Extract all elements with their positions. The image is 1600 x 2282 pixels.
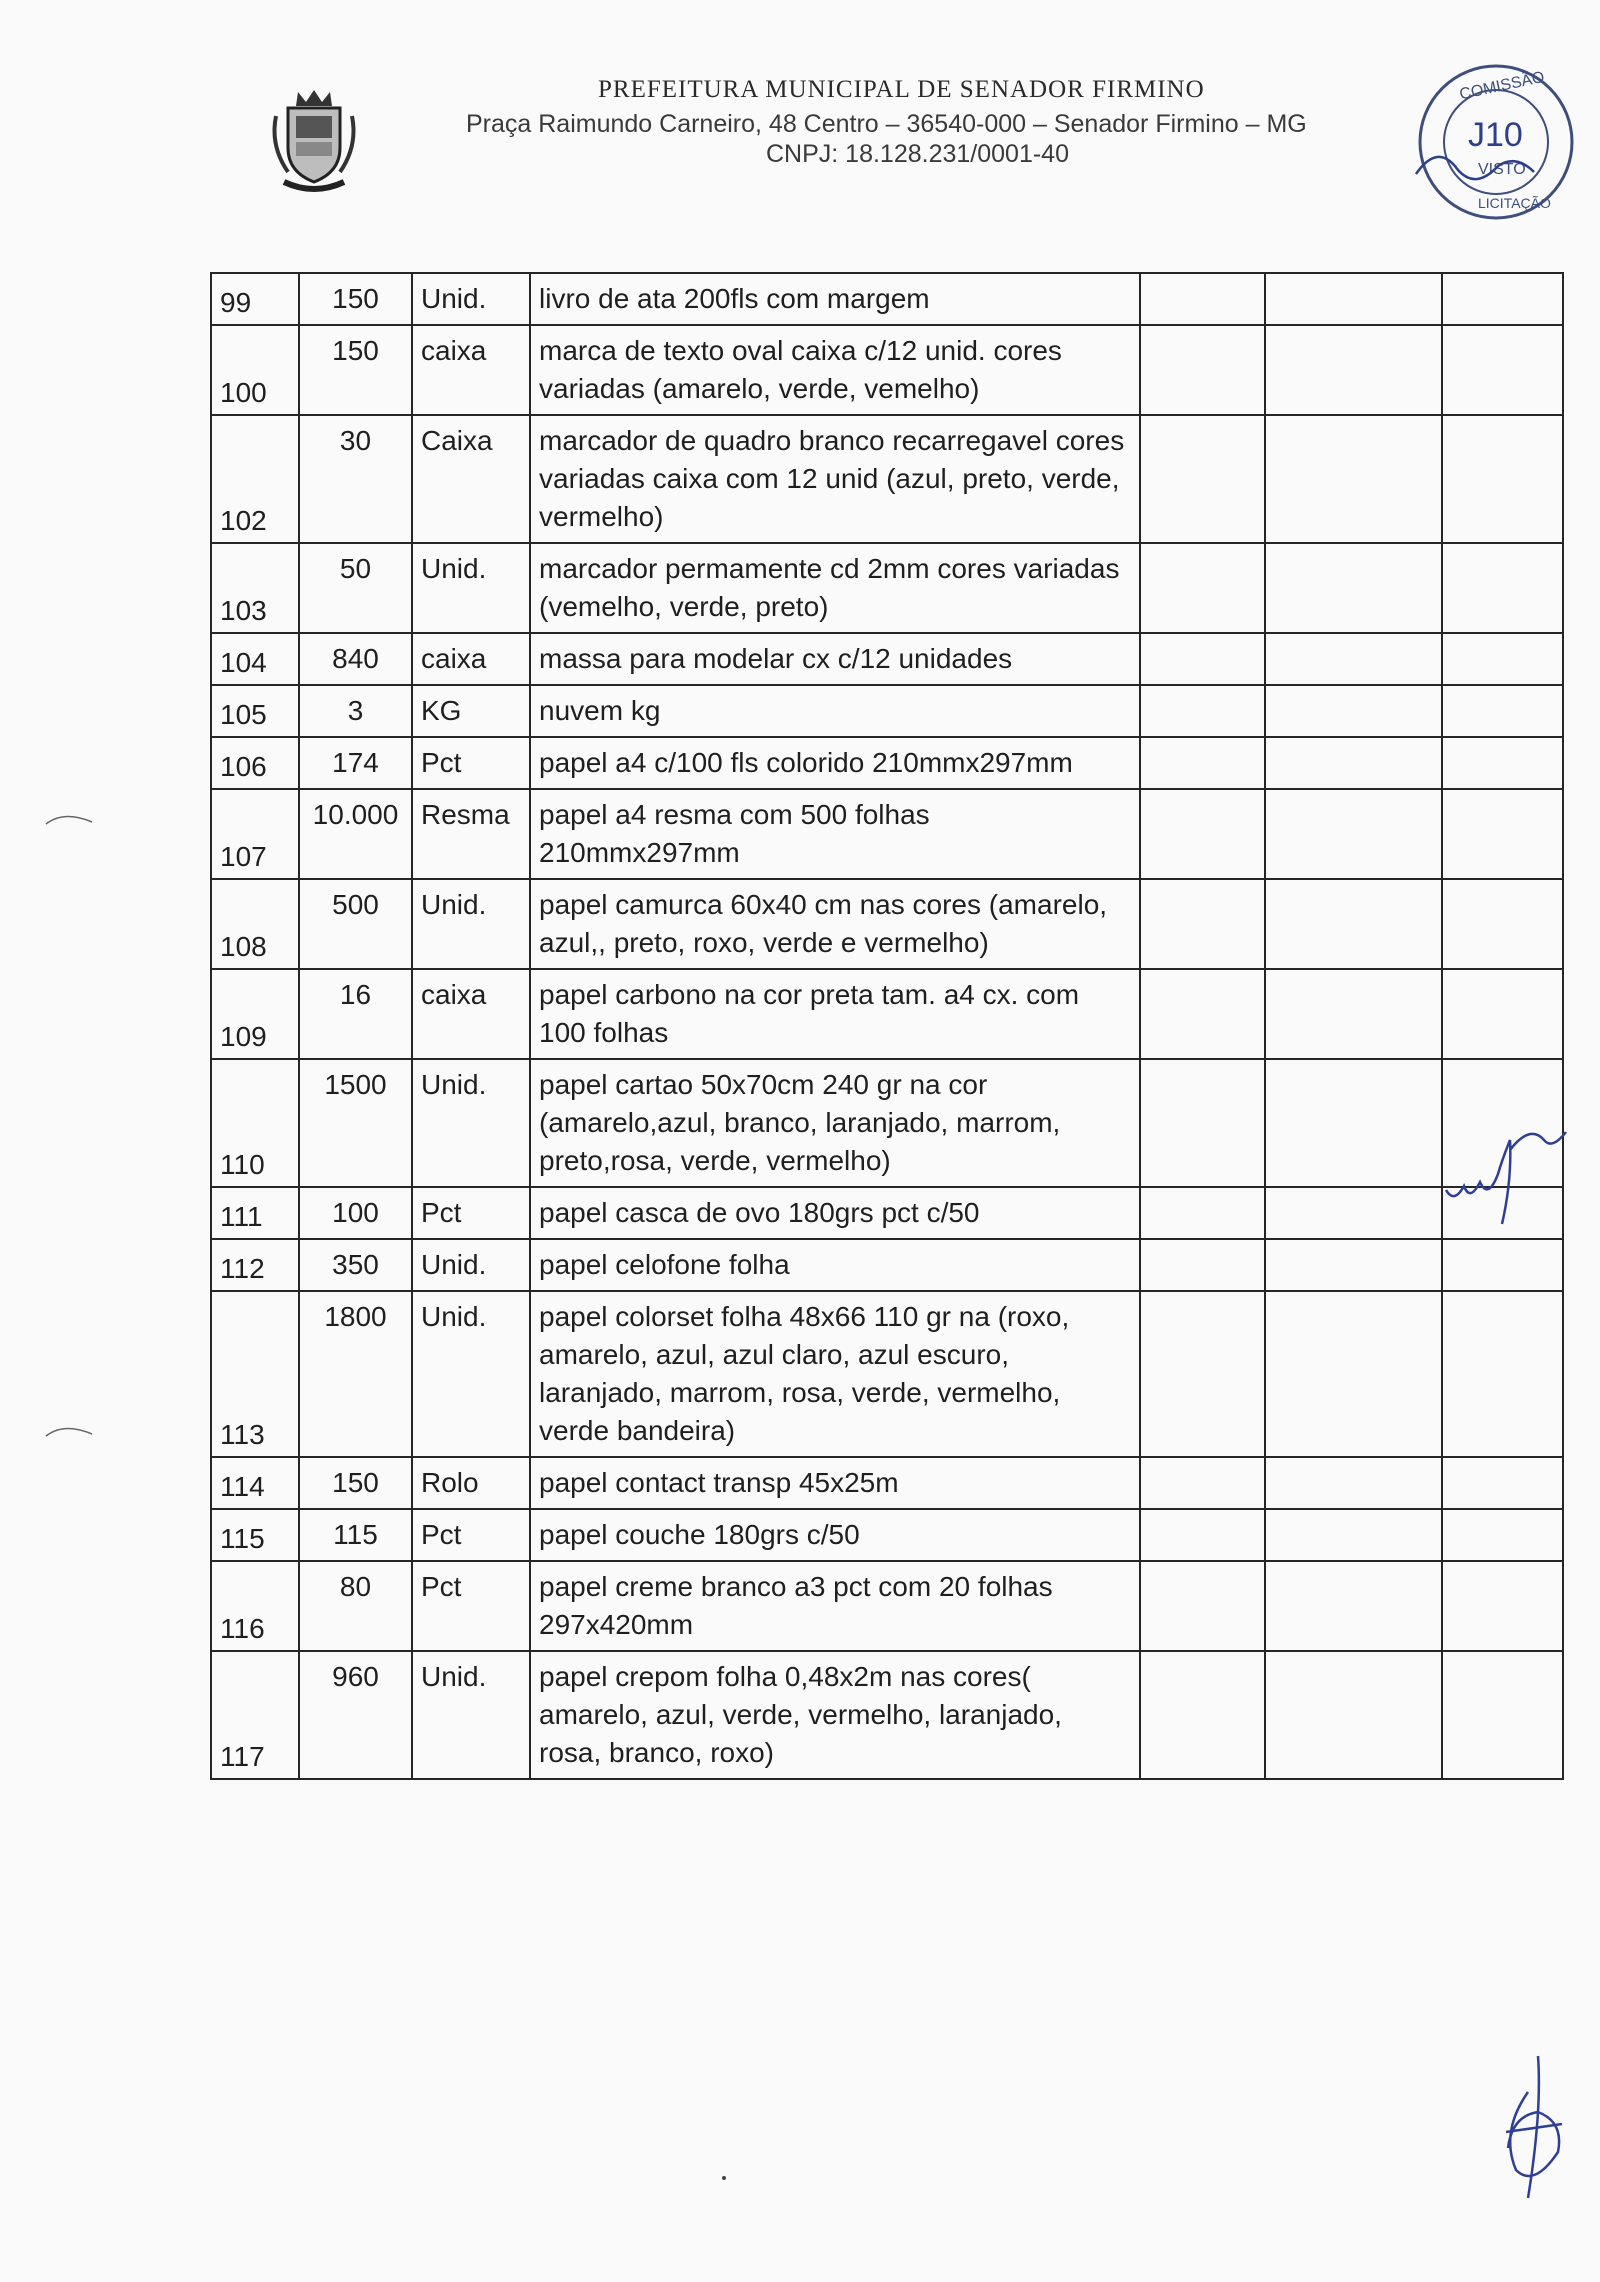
item-unit: caixa <box>412 325 530 415</box>
commission-stamp <box>1398 62 1588 232</box>
empty-cell <box>1140 969 1265 1059</box>
empty-cell <box>1140 1651 1265 1779</box>
item-quantity: 50 <box>299 543 412 633</box>
item-number: 107 <box>211 789 299 879</box>
stamp-number: J10 <box>1468 116 1523 154</box>
empty-cell <box>1140 415 1265 543</box>
empty-cell <box>1140 737 1265 789</box>
item-unit: Pct <box>412 737 530 789</box>
empty-cell <box>1265 1239 1442 1291</box>
stamp-visto-text: VISTO <box>1478 161 1526 178</box>
item-description: marcador permamente cd 2mm cores variadas (vemelho, verde, preto) <box>530 543 1140 633</box>
item-quantity: 150 <box>299 1457 412 1509</box>
item-quantity: 150 <box>299 273 412 325</box>
stamp-bottom-text: LICITAÇÃO <box>1478 195 1551 211</box>
table-row <box>211 969 1563 1059</box>
side-signature <box>1440 1120 1570 1230</box>
header-title: PREFEITURA MUNICIPAL DE SENADOR FIRMINO <box>598 76 1205 103</box>
empty-cell <box>1442 1509 1563 1561</box>
empty-cell <box>1265 633 1442 685</box>
item-number: 114 <box>211 1457 299 1509</box>
item-unit: Rolo <box>412 1457 530 1509</box>
table-row <box>211 415 1563 543</box>
table-row <box>211 789 1563 879</box>
item-description: papel camurca 60x40 cm nas cores (amarelo, azul,, preto, roxo, verde e vermelho) <box>530 879 1140 969</box>
empty-cell <box>1265 1651 1442 1779</box>
margin-mark-icon <box>44 808 94 828</box>
table-row <box>211 1187 1563 1239</box>
item-description: massa para modelar cx c/12 unidades <box>530 633 1140 685</box>
item-unit: caixa <box>412 633 530 685</box>
item-unit: Pct <box>412 1187 530 1239</box>
item-number: 109 <box>211 969 299 1059</box>
empty-cell <box>1265 543 1442 633</box>
item-description: papel contact transp 45x25m <box>530 1457 1140 1509</box>
empty-cell <box>1265 415 1442 543</box>
item-number: 110 <box>211 1059 299 1187</box>
empty-cell <box>1265 969 1442 1059</box>
item-quantity: 115 <box>299 1509 412 1561</box>
item-unit: caixa <box>412 969 530 1059</box>
item-number: 99 <box>211 273 299 325</box>
empty-cell <box>1265 325 1442 415</box>
item-unit: KG <box>412 685 530 737</box>
item-unit: Unid. <box>412 1291 530 1457</box>
item-unit: Pct <box>412 1509 530 1561</box>
item-quantity: 100 <box>299 1187 412 1239</box>
table-row <box>211 633 1563 685</box>
item-unit: Unid. <box>412 1239 530 1291</box>
item-description: papel carbono na cor preta tam. a4 cx. com 100 folhas <box>530 969 1140 1059</box>
item-number: 113 <box>211 1291 299 1457</box>
empty-cell <box>1140 633 1265 685</box>
items-table <box>210 272 1564 1780</box>
empty-cell <box>1442 1239 1563 1291</box>
items-table-body <box>211 273 1563 1779</box>
table-row <box>211 1651 1563 1779</box>
item-description: papel creme branco a3 pct com 20 folhas 297x420mm <box>530 1561 1140 1651</box>
item-description: papel colorset folha 48x66 110 gr na (roxo, amarelo, azul, azul claro, azul escuro, laranjado, marrom, rosa, verde, vermelho, verde bandeira) <box>530 1291 1140 1457</box>
item-quantity: 16 <box>299 969 412 1059</box>
item-quantity: 500 <box>299 879 412 969</box>
page-dot <box>722 2176 726 2180</box>
item-unit: Unid. <box>412 879 530 969</box>
table-row <box>211 325 1563 415</box>
item-quantity: 1500 <box>299 1059 412 1187</box>
item-number: 116 <box>211 1561 299 1651</box>
empty-cell <box>1265 1059 1442 1187</box>
item-number: 100 <box>211 325 299 415</box>
item-description: papel celofone folha <box>530 1239 1140 1291</box>
empty-cell <box>1265 879 1442 969</box>
item-number: 117 <box>211 1651 299 1779</box>
table-row <box>211 1509 1563 1561</box>
empty-cell <box>1265 685 1442 737</box>
item-quantity: 350 <box>299 1239 412 1291</box>
item-number: 112 <box>211 1239 299 1291</box>
empty-cell <box>1140 1457 1265 1509</box>
empty-cell <box>1442 879 1563 969</box>
empty-cell <box>1140 685 1265 737</box>
stamp-top-text: COMISSÃO <box>1458 68 1546 104</box>
empty-cell <box>1442 685 1563 737</box>
item-number: 104 <box>211 633 299 685</box>
item-unit: Resma <box>412 789 530 879</box>
item-description: papel a4 resma com 500 folhas 210mmx297mm <box>530 789 1140 879</box>
empty-cell <box>1442 633 1563 685</box>
table-row <box>211 737 1563 789</box>
empty-cell <box>1442 415 1563 543</box>
item-quantity: 960 <box>299 1651 412 1779</box>
empty-cell <box>1140 789 1265 879</box>
item-number: 108 <box>211 879 299 969</box>
item-number: 102 <box>211 415 299 543</box>
empty-cell <box>1140 273 1265 325</box>
empty-cell <box>1442 737 1563 789</box>
item-unit: Unid. <box>412 273 530 325</box>
bottom-signature <box>1498 2052 1568 2202</box>
empty-cell <box>1442 789 1563 879</box>
table-row <box>211 273 1563 325</box>
empty-cell <box>1442 1291 1563 1457</box>
item-quantity: 10.000 <box>299 789 412 879</box>
item-quantity: 80 <box>299 1561 412 1651</box>
item-number: 106 <box>211 737 299 789</box>
item-description: papel a4 c/100 fls colorido 210mmx297mm <box>530 737 1140 789</box>
table-row <box>211 879 1563 969</box>
table-row <box>211 1457 1563 1509</box>
item-unit: Unid. <box>412 1651 530 1779</box>
empty-cell <box>1265 737 1442 789</box>
empty-cell <box>1265 1561 1442 1651</box>
header-cnpj: CNPJ: 18.128.231/0001-40 <box>766 140 1069 168</box>
empty-cell <box>1265 1509 1442 1561</box>
item-description: livro de ata 200fls com margem <box>530 273 1140 325</box>
item-description: papel cartao 50x70cm 240 gr na cor (amarelo,azul, branco, laranjado, marrom, preto,rosa, verde, vermelho) <box>530 1059 1140 1187</box>
item-unit: Caixa <box>412 415 530 543</box>
empty-cell <box>1140 1561 1265 1651</box>
empty-cell <box>1140 1187 1265 1239</box>
item-description: papel crepom folha 0,48x2m nas cores( amarelo, azul, verde, vermelho, laranjado, rosa, branco, roxo) <box>530 1651 1140 1779</box>
empty-cell <box>1265 1291 1442 1457</box>
empty-cell <box>1140 325 1265 415</box>
item-description: papel casca de ovo 180grs pct c/50 <box>530 1187 1140 1239</box>
item-number: 103 <box>211 543 299 633</box>
item-quantity: 150 <box>299 325 412 415</box>
empty-cell <box>1140 1239 1265 1291</box>
municipal-crest-icon <box>268 86 360 196</box>
margin-mark-icon <box>44 1420 94 1440</box>
item-description: nuvem kg <box>530 685 1140 737</box>
empty-cell <box>1140 879 1265 969</box>
table-row <box>211 1561 1563 1651</box>
item-number: 105 <box>211 685 299 737</box>
empty-cell <box>1265 1187 1442 1239</box>
empty-cell <box>1265 789 1442 879</box>
empty-cell <box>1265 273 1442 325</box>
empty-cell <box>1140 543 1265 633</box>
item-quantity: 30 <box>299 415 412 543</box>
item-unit: Pct <box>412 1561 530 1651</box>
table-row <box>211 1291 1563 1457</box>
item-number: 115 <box>211 1509 299 1561</box>
empty-cell <box>1442 325 1563 415</box>
empty-cell <box>1140 1059 1265 1187</box>
empty-cell <box>1442 969 1563 1059</box>
empty-cell <box>1140 1291 1265 1457</box>
item-quantity: 174 <box>299 737 412 789</box>
empty-cell <box>1442 1651 1563 1779</box>
item-unit: Unid. <box>412 543 530 633</box>
item-quantity: 3 <box>299 685 412 737</box>
letterhead <box>0 0 1600 211</box>
empty-cell <box>1442 273 1563 325</box>
empty-cell <box>1442 1561 1563 1651</box>
header-address: Praça Raimundo Carneiro, 48 Centro – 36540-000 – Senador Firmino – MG <box>466 110 1307 138</box>
item-quantity: 1800 <box>299 1291 412 1457</box>
empty-cell <box>1442 1457 1563 1509</box>
table-row <box>211 1239 1563 1291</box>
item-description: marcador de quadro branco recarregavel cores variadas caixa com 12 unid (azul, preto, verde, vermelho) <box>530 415 1140 543</box>
item-quantity: 840 <box>299 633 412 685</box>
item-description: marca de texto oval caixa c/12 unid. cores variadas (amarelo, verde, vemelho) <box>530 325 1140 415</box>
empty-cell <box>1140 1509 1265 1561</box>
table-row <box>211 685 1563 737</box>
table-row <box>211 543 1563 633</box>
empty-cell <box>1442 543 1563 633</box>
empty-cell <box>1265 1457 1442 1509</box>
item-number: 111 <box>211 1187 299 1239</box>
table-row <box>211 1059 1563 1187</box>
item-description: papel couche 180grs c/50 <box>530 1509 1140 1561</box>
item-unit: Unid. <box>412 1059 530 1187</box>
